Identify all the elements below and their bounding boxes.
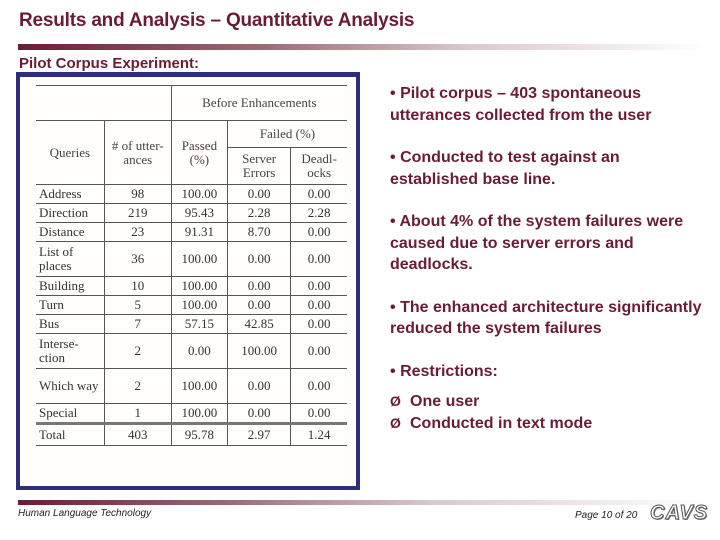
- bullet-dot-icon: •: [390, 298, 396, 316]
- cell-server: 8.70: [228, 223, 291, 242]
- cell-passed: 95.78: [171, 424, 227, 446]
- table-row: [36, 404, 347, 424]
- cell-deadlocks: 0.00: [291, 277, 347, 296]
- table-row: [36, 204, 347, 223]
- cell-count: 219: [104, 204, 171, 223]
- cell-passed: 91.31: [171, 223, 227, 242]
- footer-org: Human Language Technology: [18, 508, 152, 519]
- cell-count: 5: [104, 296, 171, 315]
- table-row: [36, 185, 347, 204]
- cell-passed: 100.00: [171, 404, 227, 424]
- table-total-row: [36, 424, 347, 446]
- table-row: [36, 242, 347, 277]
- slide-subtitle: Pilot Corpus Experiment:: [19, 55, 200, 72]
- arrow-bullet-icon: Ø: [390, 393, 401, 409]
- bullet-item: [390, 147, 705, 190]
- bullet-dot-icon: •: [390, 213, 396, 230]
- table-row: [36, 315, 347, 334]
- cell-server: 0.00: [228, 369, 291, 404]
- sub-bullet-list: [390, 391, 705, 434]
- title-divider: [18, 44, 708, 50]
- cell-passed: 100.00: [171, 369, 227, 404]
- cell-count: 98: [104, 185, 171, 204]
- cell-server: 100.00: [228, 334, 291, 369]
- cell-deadlocks: 0.00: [291, 404, 347, 424]
- cell-query: Turn: [36, 296, 104, 315]
- bullet-list: [390, 83, 705, 434]
- bullet-text: Restrictions:: [400, 362, 498, 380]
- table-row: [36, 223, 347, 242]
- cell-server: 2.28: [228, 204, 291, 223]
- cell-query: Address: [36, 185, 104, 204]
- cell-passed: 95.43: [171, 204, 227, 223]
- bullet-dot-icon: •: [390, 85, 396, 102]
- arrow-bullet-icon: Ø: [390, 414, 401, 431]
- cell-count: 23: [104, 223, 171, 242]
- table-frame: [16, 72, 360, 490]
- header-queries: Queries: [36, 121, 104, 185]
- cell-query: Distance: [36, 223, 104, 242]
- cell-server: 0.00: [228, 296, 291, 315]
- cell-count: 403: [104, 424, 171, 446]
- cell-server: 42.85: [228, 315, 291, 334]
- bullet-text: The enhanced architecture significantly reduced the system failures: [390, 298, 702, 337]
- cell-query: Which way: [36, 369, 104, 404]
- cell-query: Interse-ction: [36, 334, 104, 369]
- cell-query: List of places: [36, 242, 104, 277]
- cell-passed: 57.15: [171, 315, 227, 334]
- bullet-item: [390, 83, 705, 126]
- cell-deadlocks: 0.00: [291, 223, 347, 242]
- sub-bullet-text: Conducted in text mode: [410, 414, 593, 432]
- bullet-text: Pilot corpus – 403 spontaneous utterances collected from the user: [390, 85, 652, 124]
- cell-passed: 100.00: [171, 296, 227, 315]
- header-empty: [36, 86, 171, 121]
- cell-deadlocks: 0.00: [291, 185, 347, 204]
- cell-server: 0.00: [228, 242, 291, 277]
- cell-query: Direction: [36, 204, 104, 223]
- table-row: [36, 334, 347, 369]
- results-table: [36, 85, 347, 446]
- cell-deadlocks: 0.00: [291, 296, 347, 315]
- cell-count: 10: [104, 277, 171, 296]
- cell-count: 2: [104, 334, 171, 369]
- table-row: [36, 277, 347, 296]
- cell-count: 1: [104, 404, 171, 424]
- cell-passed: 100.00: [171, 277, 227, 296]
- bullet-text: About 4% of the system failures were caused due to server errors and deadlocks.: [390, 213, 684, 273]
- table-row: [36, 369, 347, 404]
- cell-deadlocks: 0.00: [291, 369, 347, 404]
- bullet-item: [390, 211, 705, 276]
- cell-count: 7: [104, 315, 171, 334]
- cell-deadlocks: 2.28: [291, 204, 347, 223]
- header-server-errors: Server Errors: [228, 148, 291, 185]
- cell-query: Total: [36, 424, 104, 446]
- header-failed: Failed (%): [228, 121, 347, 148]
- cell-deadlocks: 0.00: [291, 334, 347, 369]
- cell-deadlocks: 0.00: [291, 315, 347, 334]
- sub-bullet-item: [390, 391, 705, 413]
- cell-server: 0.00: [228, 277, 291, 296]
- cavs-logo: CAVS: [650, 502, 709, 524]
- cell-count: 2: [104, 369, 171, 404]
- cell-passed: 100.00: [171, 242, 227, 277]
- header-passed: Passed (%): [171, 121, 227, 185]
- cell-query: Bus: [36, 315, 104, 334]
- page-number: Page 10 of 20: [575, 510, 638, 521]
- cell-deadlocks: 1.24: [291, 424, 347, 446]
- cell-count: 36: [104, 242, 171, 277]
- table-row: [36, 296, 347, 315]
- bullet-item: [390, 361, 705, 383]
- cell-deadlocks: 0.00: [291, 242, 347, 277]
- slide-title: Results and Analysis – Quantitative Analysis: [19, 10, 415, 31]
- sub-bullet-item: [390, 413, 705, 435]
- cell-query: Special: [36, 404, 104, 424]
- sub-bullet-text: One user: [410, 393, 480, 410]
- bullet-dot-icon: •: [390, 149, 396, 166]
- bullet-text: Conducted to test against an established base line.: [390, 149, 620, 188]
- cell-server: 0.00: [228, 185, 291, 204]
- cell-passed: 0.00: [171, 334, 227, 369]
- cell-passed: 100.00: [171, 185, 227, 204]
- header-before-enhancements: Before Enhancements: [171, 86, 347, 121]
- bullet-dot-icon: •: [390, 362, 396, 380]
- cell-server: 2.97: [228, 424, 291, 446]
- header-deadlocks: Deadl-ocks: [291, 148, 347, 185]
- bullet-item: [390, 297, 705, 340]
- cell-query: Building: [36, 277, 104, 296]
- footer-divider: [18, 500, 708, 505]
- cell-server: 0.00: [228, 404, 291, 424]
- header-utterances: # of utter-ances: [104, 121, 171, 185]
